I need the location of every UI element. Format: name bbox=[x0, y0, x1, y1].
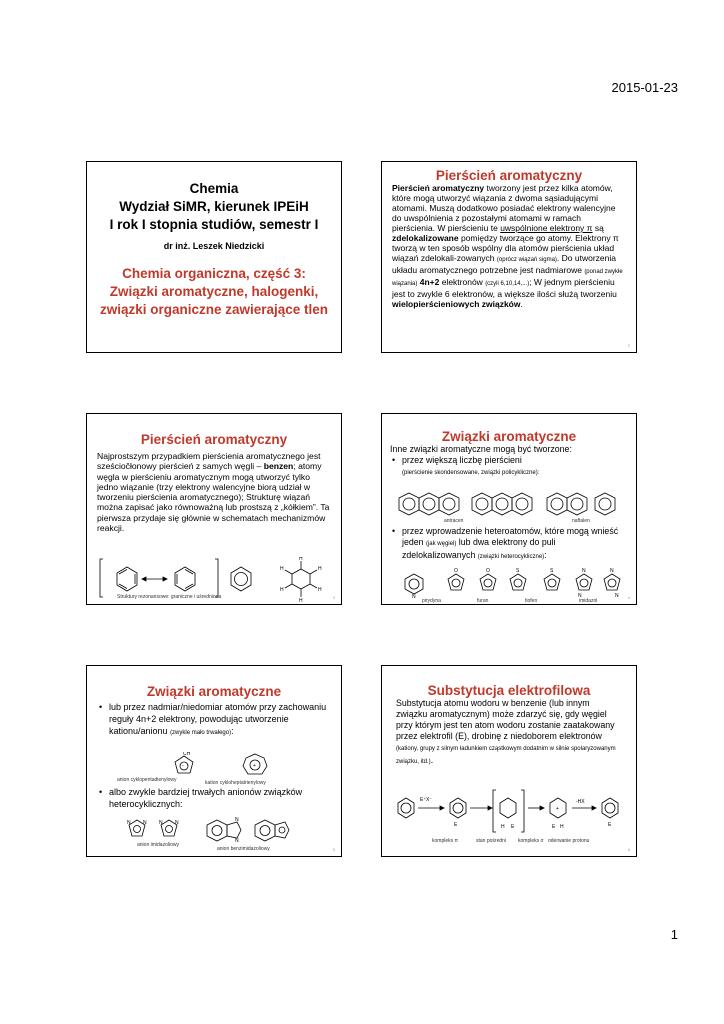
svg-text:N: N bbox=[143, 820, 147, 826]
slide-title: Pierścień aromatyczny bbox=[140, 432, 288, 447]
svg-text:H: H bbox=[280, 587, 284, 593]
slide-number: 5 bbox=[332, 847, 335, 852]
faculty: Wydział SiMR, kierunek IPEiH bbox=[119, 199, 309, 214]
svg-text:N: N bbox=[578, 593, 582, 598]
benzimidazolium-anion-label: anion benzimidazoliowy bbox=[217, 846, 270, 852]
author: dr inż. Leszek Niedzicki bbox=[163, 241, 265, 251]
slide-4 bbox=[381, 413, 637, 605]
pyridine-label: pirydyna bbox=[422, 598, 441, 604]
svg-text:S: S bbox=[550, 568, 554, 574]
slide-title: Związki aromatyczne bbox=[146, 684, 282, 699]
anthracene-label: antracen bbox=[444, 518, 464, 524]
naphthalene-label: naftalen bbox=[572, 518, 590, 524]
heterocyclic-structures bbox=[400, 568, 625, 598]
ion-structures bbox=[127, 752, 287, 778]
slide-number: 4 bbox=[627, 595, 630, 600]
slide-5 bbox=[86, 665, 342, 857]
slide-body: Najprostszym przypadkiem pierścienia aromatycznego jest sześciočłonowy pierścień z samych węgli – benzen; atomy węgla w pierścieniu aromatycznym mogą utworzyć tylko jedno wiązanie (trzy elektrony walencyjne biorą udział w tworzeniu pierścienia aromatycznego); Strukturę wiązań można zapisać jako równoważną lub prostszą z „kółkiem”. Ta pierwsza przydaje się głównie w schematach mechanizmów reakcji. bbox=[97, 451, 330, 534]
bullet-heterocyclic-anions: • albo zwykle bardziej trwałych anionów związków heterocyklicznych: bbox=[97, 786, 331, 810]
svg-text:+: + bbox=[253, 763, 256, 769]
svg-text:N: N bbox=[127, 820, 131, 826]
svg-text:O: O bbox=[454, 568, 458, 574]
slide-number: 3 bbox=[332, 595, 335, 600]
substitution-description: Substytucja atomu wodoru w benzenie (lub innym związku aromatycznym) może zdarzyć się, gdy węgiel przy którym jest ten atom wodoru zostanie zaatakowany przez elektrofil (E), drobinę z niedoborem elektronów bbox=[396, 698, 615, 741]
furan-label: furan bbox=[477, 598, 489, 604]
course-title: Chemia bbox=[189, 181, 239, 196]
svg-text:N: N bbox=[412, 594, 416, 598]
svg-text:H: H bbox=[299, 557, 303, 562]
slide-title: Substytucja elektrofilowa bbox=[427, 683, 591, 698]
resonance-caption: Struktury rezonansowe: graniczne i uśredniona bbox=[117, 594, 222, 600]
svg-text:N: N bbox=[610, 568, 614, 574]
cycloheptatrienyl-label: kation cykloheptatrienylowy bbox=[205, 780, 266, 786]
electrophilic-substitution-mechanism bbox=[394, 784, 628, 839]
svg-text:E⁺X⁻: E⁺X⁻ bbox=[420, 797, 432, 803]
svg-text:E: E bbox=[511, 824, 515, 830]
svg-text:H: H bbox=[280, 566, 284, 572]
svg-text:N: N bbox=[615, 593, 619, 598]
svg-text:-: - bbox=[182, 763, 184, 769]
svg-text:E: E bbox=[608, 822, 612, 828]
slide-1 bbox=[86, 161, 342, 353]
svg-text:H: H bbox=[501, 824, 505, 830]
slide-title: Związki aromatyczne bbox=[441, 429, 577, 444]
polycyclic-structures bbox=[397, 490, 627, 518]
lecture-topic-2: związki organiczne zawierające tlen bbox=[99, 302, 329, 317]
svg-text:N: N bbox=[582, 568, 586, 574]
slide-2 bbox=[381, 161, 637, 353]
svg-text:N: N bbox=[235, 817, 239, 823]
lecture-part: Chemia organiczna, część 3: bbox=[122, 266, 306, 281]
study-level: I rok I stopnia studiów, semestr I bbox=[109, 217, 319, 232]
bullet-ions: • lub przez nadmiar/niedomiar atomów przy zachowaniu reguły 4n+2 elektrony, powodując utworzenie kationu/anionu (zwykle mało trwałego): bbox=[97, 701, 331, 739]
svg-text:+: + bbox=[556, 806, 559, 812]
svg-text:N: N bbox=[175, 820, 179, 826]
slide-3 bbox=[86, 413, 342, 605]
svg-text:CH: CH bbox=[183, 752, 191, 757]
thiophene-label: tiofen bbox=[525, 598, 538, 604]
intermediate-label: stan pośredni bbox=[476, 838, 507, 844]
intro-text: Inne związki aromatyczne mogą być tworzone: bbox=[390, 444, 572, 454]
svg-text:H: H bbox=[318, 566, 322, 572]
slide-number: 6 bbox=[627, 847, 630, 852]
slide-body: Pierścień aromatyczny tworzony jest przez kilka atomów, które mogą utworzyć wiązania z dwoma sąsiadującymi atomami. Muszą dodatkowo posiadać elektrony walencyjne do uwspólnienia z pozostałymi atomami w ramach pierścienia. W pierścieniu te uwspólnione elektrony π są zdelokalizowane pomiędzy tworzące go atomy. Elektrony π tworzą w ten sposób wspólny dla atomów pierścienia układ wiązań zdelokali-zowanych (oprócz wiązań sigma). Do utworzenia układu aromatycznego potrzebne jest nadmiarowe (ponad zwykłe wiązania) 4n+2 elektronów (czyli 6,10,14,...); W jednym pierścieniu jest to zwykle 6 elektronów, a większe ilości służą tworzeniu wielopierścieniowych związków. bbox=[392, 183, 623, 309]
slide-6: Substytucja elektrofilowa Substytucja atomu wodoru w benzenie (lub innym związku aromatycznym) może zdarzyć się, gdy węgiel przy którym jest ten atom wodoru zostanie zaatakowany przez elektrofil (E), drobinę z niedoborem elektronów (kationy, grupy z silnym ładunkiem cząstkowym dodatnim w silnie spolaryzowanym związku, itd.). E⁺X⁻ E H E + E H -HX E kompleks π stan pośredni kompleks σ oderwanie protonu 6 bbox=[381, 665, 637, 857]
svg-text:H: H bbox=[318, 587, 322, 593]
cyclopentadienyl-label: anion cyklopentadienylowy bbox=[117, 777, 177, 783]
pi-complex-label: kompleks π bbox=[432, 838, 458, 844]
page-number: 1 bbox=[670, 927, 678, 942]
svg-text:E: E bbox=[552, 824, 556, 830]
proton-removal-label: oderwanie protonu bbox=[548, 838, 590, 844]
svg-text:-HX: -HX bbox=[576, 799, 585, 805]
bullet-polycyclic: • przez większą liczbę pierścieni (pierścienie skondensowane, związki policykliczne): bbox=[390, 455, 628, 479]
svg-text:H: H bbox=[560, 824, 564, 830]
slide-title: Pierścień aromatyczny bbox=[435, 168, 583, 183]
sigma-complex-label: kompleks σ bbox=[518, 838, 544, 844]
svg-text:N: N bbox=[235, 838, 239, 842]
svg-text:N: N bbox=[159, 820, 163, 826]
lecture-topic-1: Związki aromatyczne, halogenki, bbox=[109, 284, 319, 299]
header-date: 2015-01-23 bbox=[611, 80, 678, 95]
slide-number: 2 bbox=[627, 343, 630, 348]
imidazolium-anion-label: anion imidazoliowy bbox=[137, 842, 179, 848]
svg-text:S: S bbox=[516, 568, 520, 574]
svg-text:E: E bbox=[454, 822, 458, 828]
bullet-heterocyclic: • przez wprowadzenie heteroatomów, które mogą wnieść jeden (jak węgiel) lub dwa elektrony do puli zdelokalizowanych (związki heterocykliczne): bbox=[390, 526, 628, 563]
imidazole-label: imidazol bbox=[579, 598, 598, 604]
svg-text:H: H bbox=[299, 598, 303, 602]
svg-text:O: O bbox=[486, 568, 490, 574]
heterocyclic-anion-structures bbox=[127, 816, 307, 842]
